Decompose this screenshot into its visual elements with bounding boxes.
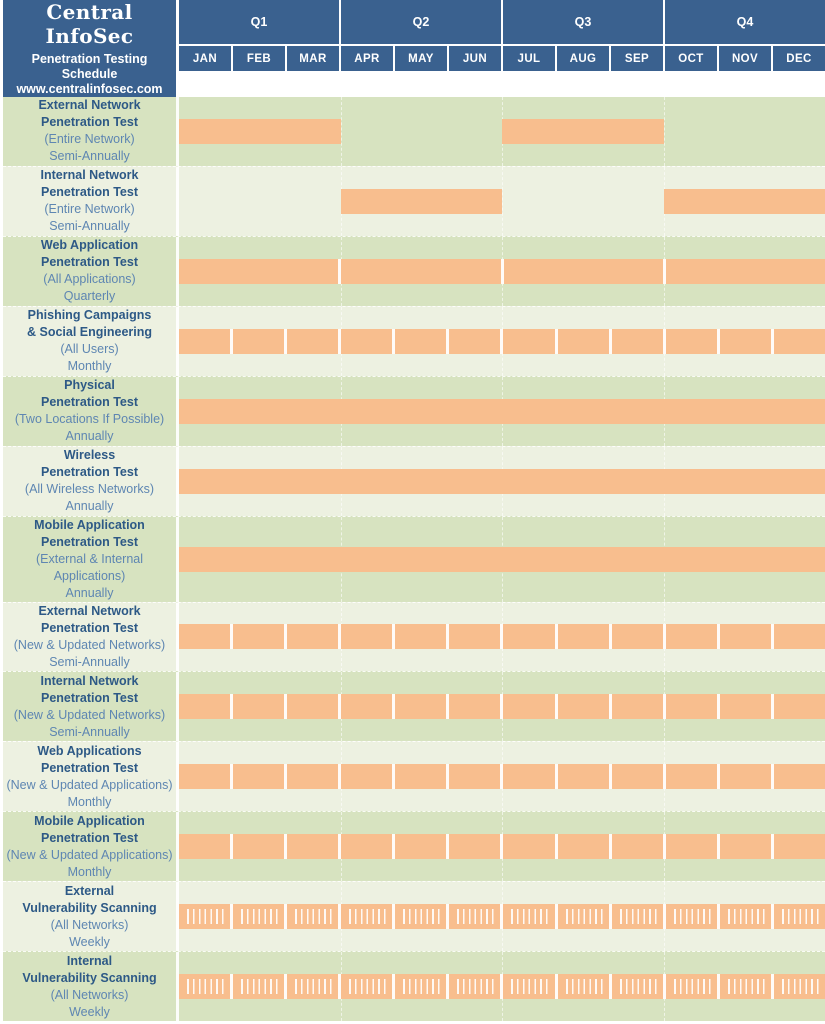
bar-segment <box>609 694 663 719</box>
bar-segment-weekly <box>179 974 230 999</box>
schedule-bar <box>341 189 503 214</box>
schedule-row <box>3 811 825 881</box>
row-title-line: Penetration Test <box>40 115 138 130</box>
weekly-ticks <box>345 909 388 924</box>
month-header-feb: FEB <box>231 46 285 71</box>
bar-segment-weekly <box>446 974 500 999</box>
bar-segment-weekly <box>338 904 392 929</box>
bar-segment <box>771 834 825 859</box>
row-scope: (All Applications) <box>43 272 136 287</box>
bar-segment <box>717 329 771 354</box>
row-title-line: Penetration Test <box>40 760 138 775</box>
schedule-row <box>3 306 825 376</box>
row-title-line: Web Application <box>40 238 139 253</box>
bar-segment <box>771 694 825 719</box>
schedule-bar <box>179 974 825 999</box>
month-header-nov: NOV <box>717 46 771 71</box>
row-title-line: Penetration Test <box>40 395 138 410</box>
weekly-ticks <box>507 909 550 924</box>
schedule-bar <box>179 259 825 284</box>
weekly-ticks <box>291 979 334 994</box>
bar-segment-weekly <box>230 974 284 999</box>
weekly-ticks <box>562 909 605 924</box>
bar-segment <box>341 189 503 214</box>
bar-segment <box>338 694 392 719</box>
bar-segment <box>284 694 338 719</box>
row-title-line: Physical <box>64 378 115 393</box>
bar-segment-weekly <box>500 904 554 929</box>
bar-segment <box>230 764 284 789</box>
row-label <box>3 307 179 376</box>
bar-segment <box>179 119 341 144</box>
row-frequency: Annually <box>65 585 114 600</box>
row-title-line: Internal Network <box>40 168 139 183</box>
weekly-ticks <box>507 979 550 994</box>
row-label <box>3 167 179 236</box>
bar-segment <box>717 694 771 719</box>
bar-segment <box>717 624 771 649</box>
weekly-ticks <box>345 979 388 994</box>
row-title-line: Penetration Test <box>40 830 138 845</box>
bar-segment <box>555 329 609 354</box>
row-title-line: Penetration Test <box>40 690 138 705</box>
month-header-jul: JUL <box>501 46 555 71</box>
quarter-header-q2: Q2 <box>339 0 501 44</box>
bar-segment-weekly <box>555 974 609 999</box>
row-frequency: Semi-Annually <box>49 724 130 739</box>
bar-segment-weekly <box>392 974 446 999</box>
schedule-row <box>3 602 825 672</box>
bar-segment <box>284 764 338 789</box>
row-title-line: External Network <box>38 98 141 113</box>
bar-segment <box>502 119 664 144</box>
bar-segment <box>392 834 446 859</box>
row-frequency: Weekly <box>69 1004 110 1019</box>
bar-segment-weekly <box>446 904 500 929</box>
timeline-cell <box>179 97 825 166</box>
row-frequency: Quarterly <box>63 289 116 304</box>
website-url: www.centralinfosec.com <box>16 82 163 96</box>
timeline-cell <box>179 237 825 306</box>
bar-segment <box>179 624 230 649</box>
row-scope: (New & Updated Applications) <box>6 847 173 862</box>
bar-segment <box>771 764 825 789</box>
schedule-subtitle: Penetration Testing Schedule <box>31 52 148 81</box>
row-label <box>3 812 179 881</box>
weekly-ticks <box>183 979 226 994</box>
weekly-ticks <box>616 909 659 924</box>
quarter-header-q3: Q3 <box>501 0 663 44</box>
bar-segment <box>179 547 825 572</box>
row-label <box>3 672 179 741</box>
bar-segment <box>284 624 338 649</box>
bar-segment-weekly <box>771 974 825 999</box>
bar-segment <box>230 624 284 649</box>
bar-segment-weekly <box>663 974 717 999</box>
bar-segment <box>663 694 717 719</box>
bar-segment-weekly <box>338 974 392 999</box>
weekly-ticks <box>670 979 713 994</box>
weekly-ticks <box>562 979 605 994</box>
row-title-line: Penetration Test <box>40 185 138 200</box>
bar-segment <box>338 624 392 649</box>
weekly-ticks <box>778 909 821 924</box>
row-title-line: Internal Network <box>40 673 139 688</box>
timeline-cell <box>179 603 825 672</box>
schedule-row <box>3 376 825 446</box>
month-header-dec: DEC <box>771 46 825 71</box>
row-scope: (New & Updated Networks) <box>13 707 166 722</box>
logo-block <box>3 0 179 97</box>
row-title-line: Vulnerability Scanning <box>22 970 157 985</box>
row-label <box>3 517 179 602</box>
timeline-cell <box>179 882 825 951</box>
schedule-row <box>3 741 825 811</box>
bar-segment <box>392 329 446 354</box>
calendar-header <box>179 0 825 97</box>
row-label <box>3 237 179 306</box>
timeline-cell <box>179 377 825 446</box>
bar-segment <box>338 834 392 859</box>
schedule-bar <box>179 694 825 719</box>
bar-segment <box>717 764 771 789</box>
row-scope: (External & Internal Applications) <box>36 551 143 583</box>
weekly-ticks <box>616 979 659 994</box>
schedule-bar <box>179 547 825 572</box>
schedule-bar <box>179 119 341 144</box>
timeline-cell <box>179 952 825 1021</box>
weekly-ticks <box>399 979 442 994</box>
row-frequency: Annually <box>65 429 114 444</box>
month-header-jan: JAN <box>179 46 231 71</box>
schedule-bar <box>179 329 825 354</box>
bar-segment <box>500 834 554 859</box>
schedule-row <box>3 446 825 516</box>
row-title-line: Wireless <box>63 448 116 463</box>
row-title-line: Vulnerability Scanning <box>22 900 157 915</box>
bar-segment <box>179 469 825 494</box>
bar-segment <box>663 329 717 354</box>
weekly-ticks <box>778 979 821 994</box>
bar-segment <box>230 329 284 354</box>
bar-segment <box>500 329 554 354</box>
row-scope: (Entire Network) <box>44 202 135 217</box>
schedule-bar <box>179 834 825 859</box>
bar-segment <box>446 624 500 649</box>
row-label <box>3 447 179 516</box>
bar-segment <box>555 624 609 649</box>
bar-segment-weekly <box>500 974 554 999</box>
bar-segment-weekly <box>284 974 338 999</box>
weekly-ticks <box>399 909 442 924</box>
bar-segment <box>663 834 717 859</box>
row-scope: (All Networks) <box>50 917 129 932</box>
month-header-apr: APR <box>339 46 393 71</box>
bar-segment <box>179 834 230 859</box>
bar-segment <box>555 834 609 859</box>
month-header-may: MAY <box>393 46 447 71</box>
header <box>3 0 825 97</box>
row-title-line: Internal <box>66 953 113 968</box>
row-frequency: Weekly <box>69 934 110 949</box>
row-label <box>3 952 179 1021</box>
bar-segment-weekly <box>663 904 717 929</box>
bar-segment <box>664 189 825 214</box>
row-title-line: External Network <box>38 603 141 618</box>
row-scope: (New & Updated Networks) <box>13 637 166 652</box>
row-title-line: Penetration Test <box>40 620 138 635</box>
timeline-cell <box>179 167 825 236</box>
bar-segment-weekly <box>717 974 771 999</box>
schedule-row <box>3 236 825 306</box>
bar-segment <box>663 624 717 649</box>
row-frequency: Semi-Annually <box>49 654 130 669</box>
timeline-cell <box>179 307 825 376</box>
bar-segment <box>446 329 500 354</box>
bar-segment-weekly <box>284 904 338 929</box>
row-scope: (All Wireless Networks) <box>24 482 155 497</box>
row-title-line: & Social Engineering <box>26 325 153 340</box>
quarter-gridline <box>664 97 665 166</box>
month-header-mar: MAR <box>285 46 339 71</box>
bar-segment <box>501 259 663 284</box>
schedule-body <box>3 97 825 1021</box>
row-scope: (All Networks) <box>50 987 129 1002</box>
schedule-bar <box>664 189 825 214</box>
quarter-header-q1: Q1 <box>179 0 339 44</box>
bar-segment-weekly <box>392 904 446 929</box>
row-title-line: Penetration Test <box>40 255 138 270</box>
schedule-row <box>3 97 825 166</box>
bar-segment <box>179 259 338 284</box>
row-frequency: Semi-Annually <box>49 149 130 164</box>
schedule-bar <box>179 624 825 649</box>
bar-segment <box>338 259 500 284</box>
bar-segment-weekly <box>230 904 284 929</box>
bar-segment-weekly <box>179 904 230 929</box>
row-scope: (New & Updated Applications) <box>6 777 173 792</box>
timeline-cell <box>179 672 825 741</box>
row-label <box>3 603 179 672</box>
bar-segment <box>555 764 609 789</box>
bar-segment <box>446 694 500 719</box>
weekly-ticks <box>724 909 767 924</box>
bar-segment <box>179 764 230 789</box>
bar-segment <box>717 834 771 859</box>
row-frequency: Monthly <box>67 359 112 374</box>
month-header-sep: SEP <box>609 46 663 71</box>
bar-segment <box>500 694 554 719</box>
weekly-ticks <box>291 909 334 924</box>
bar-segment <box>179 399 825 424</box>
timeline-cell <box>179 447 825 516</box>
schedule-row <box>3 166 825 236</box>
row-title-line: Web Applications <box>37 743 142 758</box>
schedule-row <box>3 671 825 741</box>
quarter-row <box>179 0 825 46</box>
quarter-gridline <box>341 97 342 166</box>
bar-segment <box>392 694 446 719</box>
weekly-ticks <box>670 909 713 924</box>
schedule-app <box>3 0 825 1021</box>
bar-segment <box>500 624 554 649</box>
row-title-line: Mobile Application <box>34 813 145 828</box>
bar-segment-weekly <box>609 974 663 999</box>
bar-segment <box>338 764 392 789</box>
bar-segment-weekly <box>717 904 771 929</box>
row-frequency: Semi-Annually <box>49 219 130 234</box>
bar-segment <box>284 329 338 354</box>
bar-segment <box>392 624 446 649</box>
schedule-row <box>3 881 825 951</box>
timeline-cell <box>179 517 825 602</box>
row-label <box>3 377 179 446</box>
row-scope: (Entire Network) <box>44 132 135 147</box>
bar-segment <box>179 694 230 719</box>
bar-segment <box>609 834 663 859</box>
month-header-oct: OCT <box>663 46 717 71</box>
bar-segment <box>663 259 825 284</box>
schedule-row <box>3 516 825 602</box>
bar-segment <box>609 624 663 649</box>
schedule-bar <box>179 469 825 494</box>
quarter-gridline <box>502 167 503 236</box>
bar-segment <box>338 329 392 354</box>
bar-segment <box>392 764 446 789</box>
weekly-ticks <box>453 909 496 924</box>
bar-segment <box>609 329 663 354</box>
weekly-ticks <box>183 909 226 924</box>
bar-segment <box>500 764 554 789</box>
schedule-bar <box>179 764 825 789</box>
schedule-bar <box>502 119 664 144</box>
bar-segment <box>446 764 500 789</box>
quarter-header-q4: Q4 <box>663 0 825 44</box>
weekly-ticks <box>724 979 767 994</box>
bar-segment <box>446 834 500 859</box>
weekly-ticks <box>453 979 496 994</box>
month-row <box>179 46 825 73</box>
weekly-ticks <box>237 909 280 924</box>
bar-segment <box>555 694 609 719</box>
timeline-cell <box>179 742 825 811</box>
bar-segment <box>179 329 230 354</box>
bar-segment <box>230 694 284 719</box>
month-header-aug: AUG <box>555 46 609 71</box>
row-frequency: Annually <box>65 499 114 514</box>
row-title-line: Penetration Test <box>40 465 138 480</box>
schedule-bar <box>179 904 825 929</box>
month-header-jun: JUN <box>447 46 501 71</box>
row-title-line: Penetration Test <box>40 534 138 549</box>
schedule-bar <box>179 399 825 424</box>
row-scope: (Two Locations If Possible) <box>14 412 165 427</box>
row-title-line: Phishing Campaigns <box>27 308 152 323</box>
row-label <box>3 882 179 951</box>
bar-segment <box>230 834 284 859</box>
row-frequency: Monthly <box>67 864 112 879</box>
bar-segment <box>663 764 717 789</box>
bar-segment-weekly <box>609 904 663 929</box>
bar-segment <box>771 624 825 649</box>
row-title-line: Mobile Application <box>34 517 145 532</box>
schedule-row <box>3 951 825 1021</box>
bar-segment <box>609 764 663 789</box>
row-label <box>3 742 179 811</box>
timeline-cell <box>179 812 825 881</box>
row-label <box>3 97 179 166</box>
bar-segment <box>284 834 338 859</box>
weekly-ticks <box>237 979 280 994</box>
row-title-line: External <box>64 883 115 898</box>
row-scope: (All Users) <box>60 342 119 357</box>
logo-title: Central InfoSec <box>45 0 134 48</box>
bar-segment-weekly <box>771 904 825 929</box>
row-frequency: Monthly <box>67 794 112 809</box>
bar-segment-weekly <box>555 904 609 929</box>
bar-segment <box>771 329 825 354</box>
